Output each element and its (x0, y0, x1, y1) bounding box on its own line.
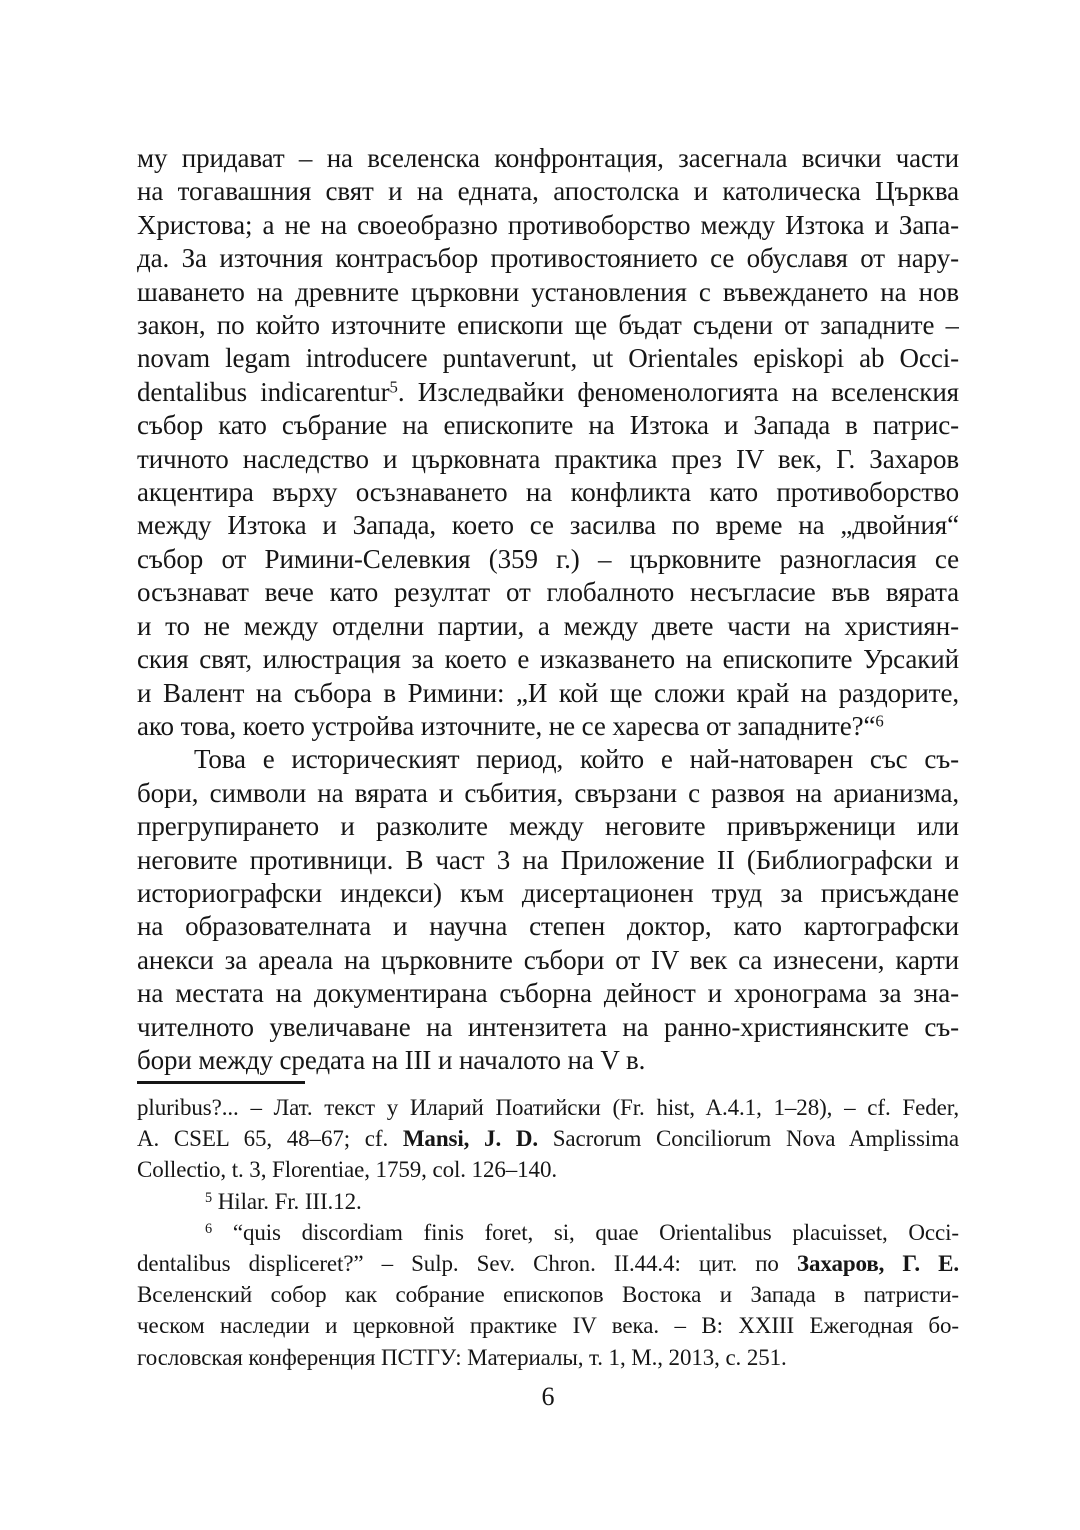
text-line: novam legam introducere puntaverunt, ut Orientales episkopi ab Occi- (137, 343, 959, 374)
main-paragraph-2 (137, 743, 959, 1077)
text-line: анекси за ареала на църковните събори от IV век са изнесени, карти (137, 944, 959, 975)
footnote-ref: 6 (205, 1220, 213, 1237)
footnote-separator (137, 1081, 305, 1084)
text-line: шаването на древните църковни установления с въвеждането на нов (137, 276, 959, 307)
footnotes-block (137, 1092, 959, 1373)
footnote-continuation (137, 1092, 959, 1186)
text-line: на образователната и научна степен доктор, като картографски (137, 911, 959, 942)
text-line: Това е историческият период, който е най-натоварен със съ- (194, 744, 959, 775)
main-paragraph-1 (137, 142, 959, 743)
footnote-ref: 5 (205, 1189, 213, 1206)
text-line: бори между средата на III и началото на V в. (137, 1044, 646, 1075)
text-line: събор като събрание на епископите на Изтока и Запада в патрис- (137, 410, 959, 441)
text-line: ския свят, илюстрация за което е изказването на епископите Урсакий (137, 644, 959, 675)
text-line: Collectio, t. 3, Florentiae, 1759, col. 126–140. (137, 1157, 558, 1183)
text-line: dentalibus displiceret?” – Sulp. Sev. Chron. II.44.4: цит. по Захаров, Г. Е. (137, 1251, 959, 1277)
text-line: събор от Римини-Селевкия (359 г.) – църковните разногласия се (137, 543, 959, 574)
text-line: между Изтока и Запада, което се засилва по време на „двойния“ (137, 510, 959, 541)
text-line: dentalibus indicarentur$^5$. Изследвайки феноменологията на вселенския (137, 376, 959, 407)
footnote-ref: 6 (875, 711, 884, 731)
text-line: ческом наследии и церковной практике IV века. – В: XXIII Ежегодная бо- (137, 1313, 959, 1339)
text-line: му придават – на вселенска конфронтация, засегнала всички части (137, 143, 959, 173)
footnote-6 (137, 1217, 959, 1373)
page-number: 6 (541, 1382, 555, 1411)
text-line: и Валент на събора в Римини: „И кой ще сложи край на раздорите, (137, 677, 959, 708)
text-line: $^6$ “quis discordiam finis foret, si, quae Orientalibus placuisset, Occi- (205, 1219, 959, 1245)
text-line: прегрупирането и разколите между неговите привърженици или (137, 811, 959, 842)
text-line: осъзнават вече като резултат от глобалното несъгласие във вярата (137, 577, 959, 608)
text-line: бори, символи на вярата и събития, свързани с развоя на арианизма, (137, 777, 959, 808)
text-line: pluribus?... – Лат. текст у Иларий Поатийски (Fr. hist, A.4.1, 1–28), – cf. Feder, (137, 1095, 959, 1120)
text-line: гословская конференция ПСТГУ: Материалы, т. 1, М., 2013, с. 251. (137, 1344, 787, 1370)
text-line: ако това, което устройва източните, не се харесва от западните?“$^6$ (137, 710, 884, 741)
text-line: $^5$ Hilar. Fr. III.12. (205, 1188, 362, 1214)
text-line: на местата на документирана съборна дейност и хронограма за зна- (137, 978, 959, 1009)
text-line: A. CSEL 65, 48–67; cf. Mansi, J. D. Sacrorum Conciliorum Nova Amplissima (137, 1126, 959, 1152)
text-line: акцентира върху осъзнаването на конфликта като противоборство (137, 477, 959, 508)
text-line: неговите противници. В част 3 на Приложение II (Библиографски и (137, 844, 959, 875)
text-line: историографски индекси) към дисертационен труд за присъждане (137, 877, 959, 908)
footnote-5 (137, 1186, 959, 1217)
footnote-ref: 5 (389, 377, 398, 397)
text-line: на тогавашния свят и на едната, апостолска и католическа Църква (137, 176, 959, 207)
text-line: Вселенский собор как собрание епископов Востока и Запада в патристи- (137, 1282, 959, 1308)
text-line: тичното наследство и църковната практика през IV век, Г. Захаров (137, 443, 959, 474)
text-line: чителното увеличаване на интензитета на ранно-християнските съ- (137, 1011, 959, 1042)
text-line: закон, по който източните епископи ще бъдат съдени от западните – (137, 310, 959, 341)
main-text-block (137, 142, 959, 1077)
text-line: и то не между отделни партии, а между двете части на християн- (137, 610, 959, 641)
text-line: Христова; а не на своеобразно противоборство между Изтока и Запа- (137, 209, 959, 240)
text-line: да. За източния контрасъбор противостоянието се обуславя от нару- (137, 243, 959, 274)
